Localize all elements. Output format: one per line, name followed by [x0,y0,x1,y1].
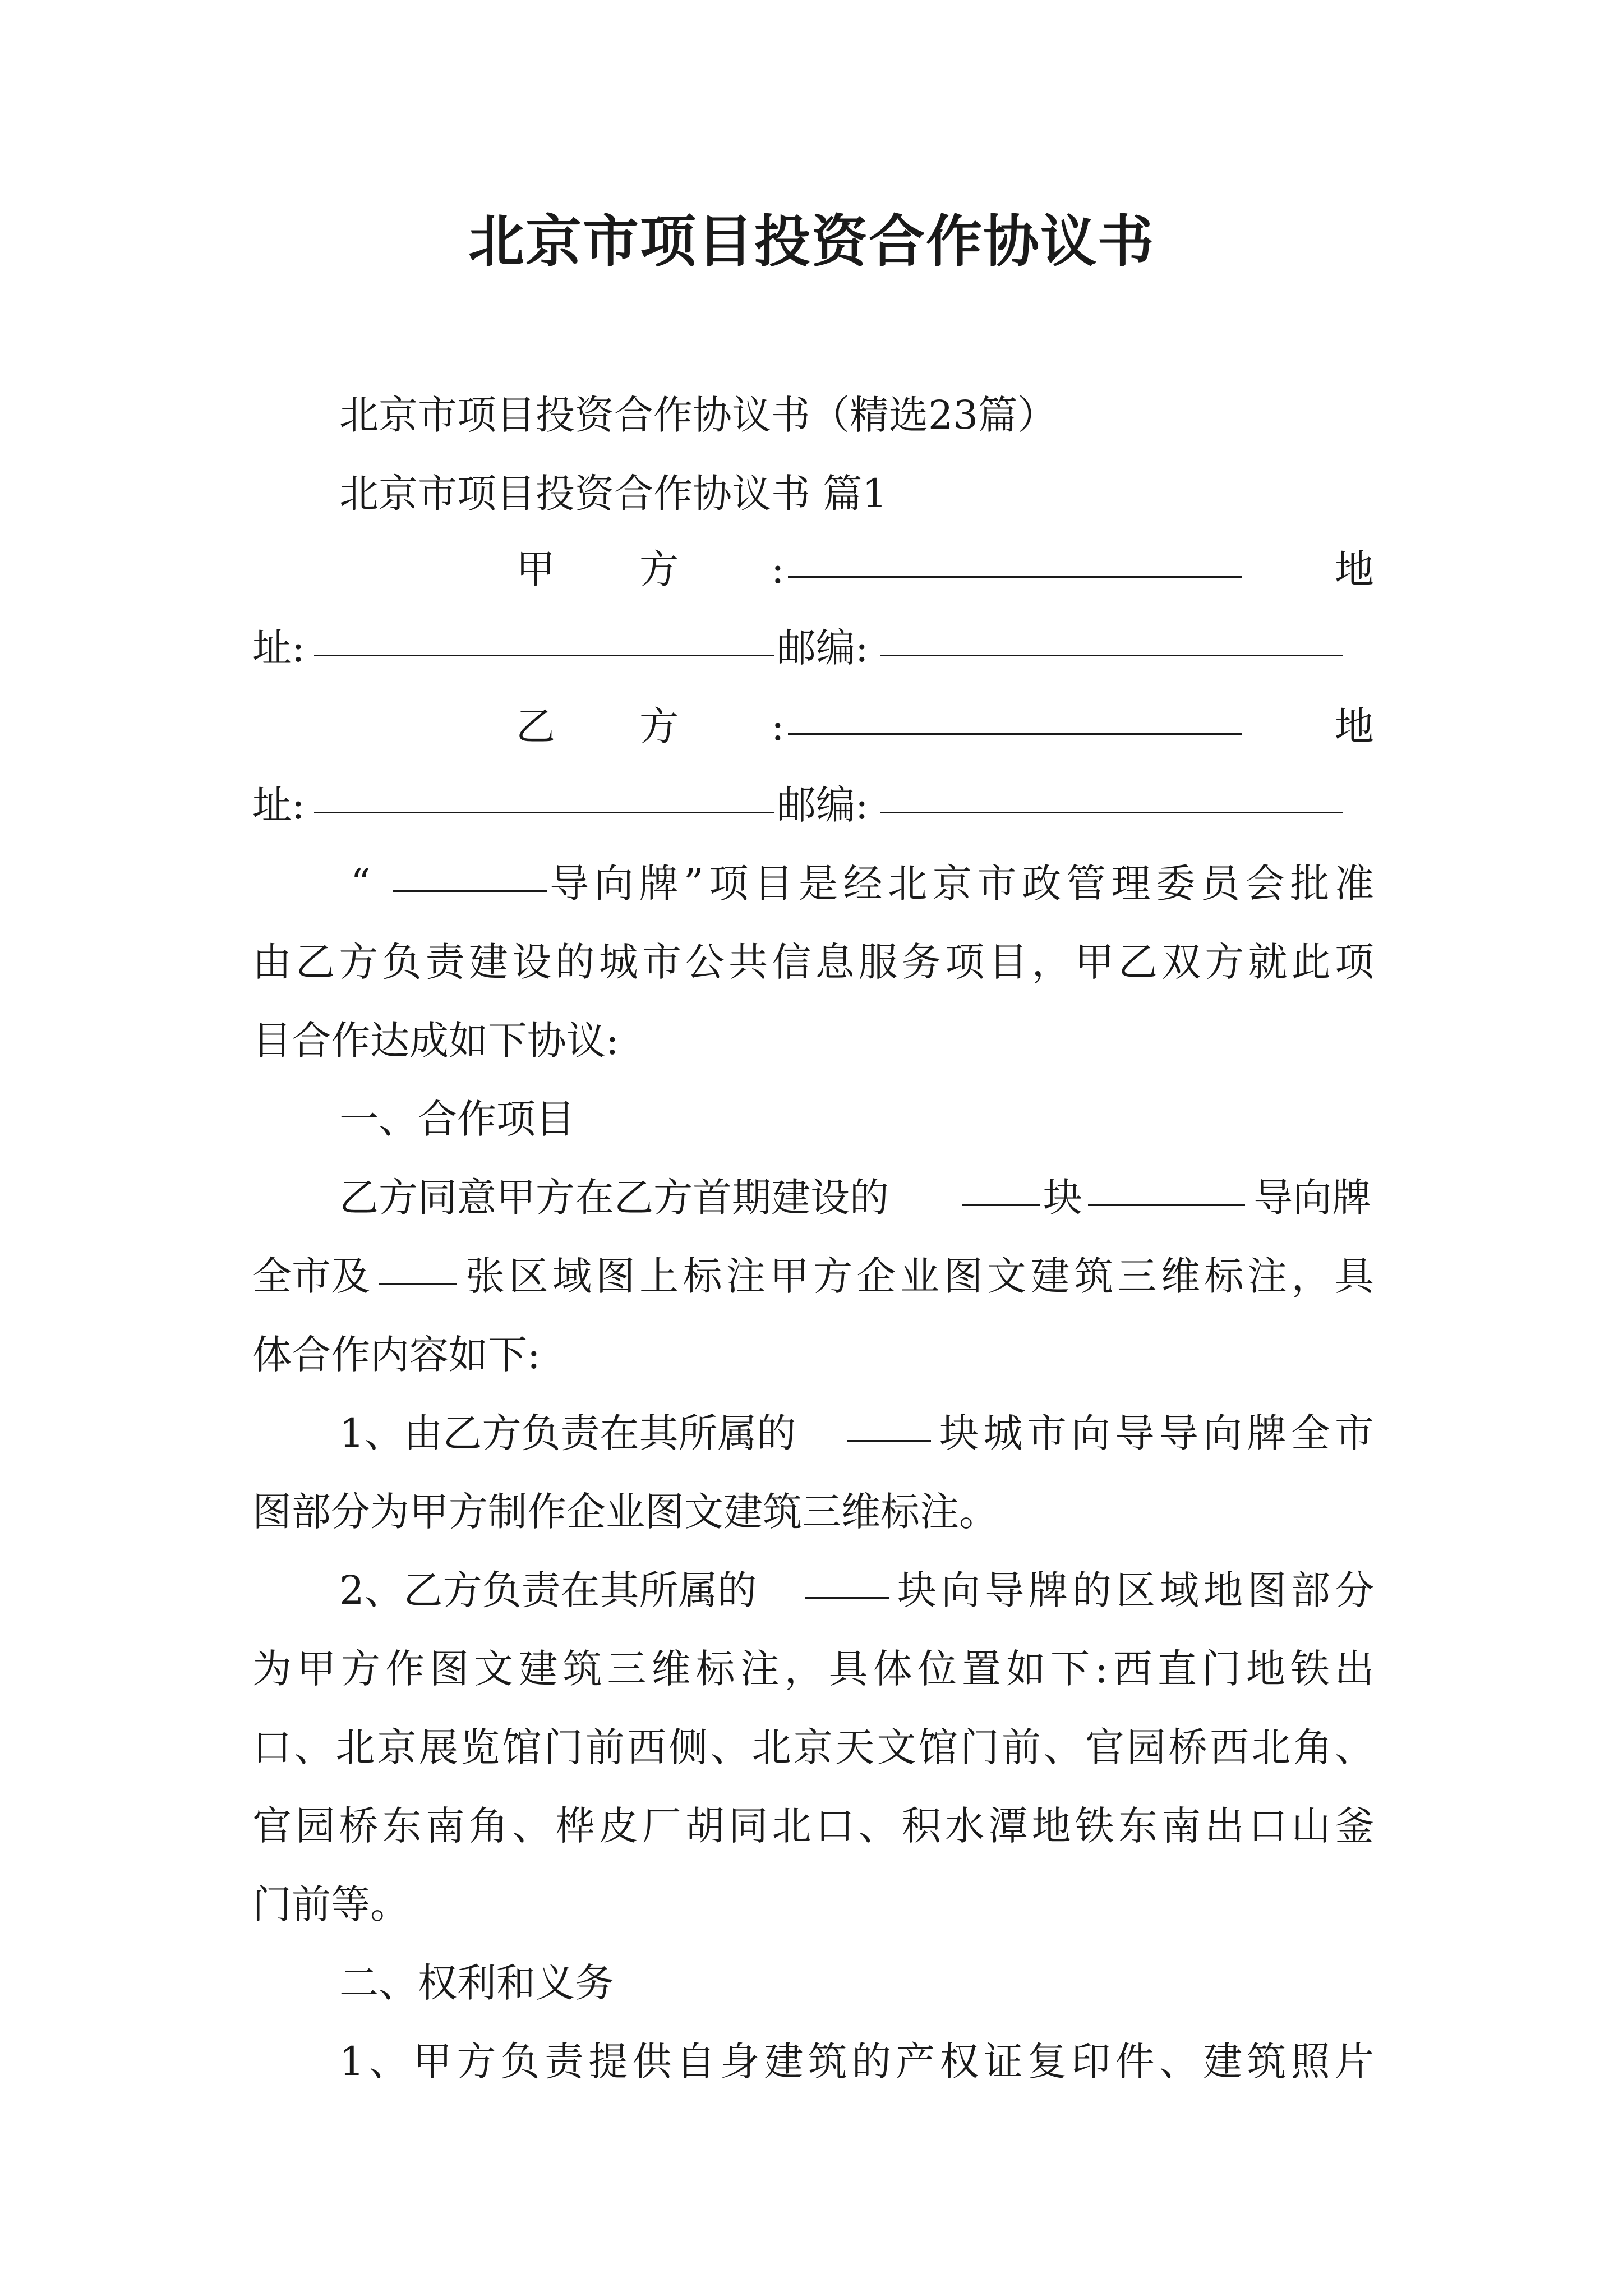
item2-line-1-text-a: 2、乙方负责在其所属的 [339,1567,757,1613]
rights-line-1: 1、甲方负责提供自身建筑的产权证复印件、建筑照片 [339,2039,1374,2085]
item1-count-blank [847,1405,931,1442]
item2-count-blank [805,1562,889,1599]
party-b-label-char1: 乙 [516,703,555,749]
heading-cooperation-project: 一、合作项目 [339,1096,575,1142]
party-a-postcode-label: 邮编: [777,625,869,671]
p1-line-2-text-b: 张区域图上标注甲方企业图文建筑三维标注，具 [465,1253,1374,1299]
intro-open-quote: “ [351,861,371,907]
party-a-name-blank [788,541,1242,578]
item1-line-2: 图部分为甲方制作企业图文建筑三维标注。 [252,1489,998,1535]
p1-line-1-text-c: 导向牌 [1253,1175,1371,1221]
party-b-name-blank [788,698,1242,735]
party-b-address-label-tail: 地 [1335,703,1374,749]
party-a-address-label: 址: [252,625,305,671]
intro-line-2: 由乙方负责建设的城市公共信息服务项目，甲乙双方就此项 [252,939,1374,985]
party-a-address-label-tail: 地 [1335,546,1374,592]
item2-line-1-text-b: 块向导牌的区域地图部分 [897,1567,1374,1613]
p1-map-count-blank [379,1248,457,1285]
p1-count-blank [962,1170,1040,1206]
intro-line-3: 目合作达成如下协议: [252,1018,619,1064]
p1-line-1-text-a: 乙方同意甲方在乙方首期建设的 [339,1175,889,1221]
party-b-postcode-blank [880,777,1343,813]
party-b-postcode-label: 邮编: [777,782,869,828]
item2-line-2: 为甲方作图文建筑三维标注，具体位置如下:西直门地铁出 [252,1646,1374,1692]
party-b-address-label: 址: [252,782,305,828]
party-a-address-blank [314,620,774,656]
p1-line-1-text-b: 块 [1043,1175,1082,1221]
item2-line-5: 门前等。 [252,1881,409,1927]
p1-sign-blank [1088,1170,1245,1206]
party-a-label-char1: 甲 [516,546,555,592]
section-heading: 北京市项目投资合作协议书 篇1 [339,471,887,517]
item2-line-4: 官园桥东南角、桦皮厂胡同北口、积水潭地铁东南出口山釜 [252,1803,1374,1849]
item1-line-1-text-a: 1、由乙方负责在其所属的 [339,1410,796,1456]
p1-line-3: 体合作内容如下: [252,1332,541,1378]
party-a-colon: : [771,546,785,592]
party-a-postcode-blank [880,620,1343,656]
document-title: 北京市项目投资合作协议书 [468,208,1155,274]
party-a-label-char2: 方 [639,546,679,592]
party-b-address-blank [314,777,774,813]
intro-sign-name-blank [393,855,547,892]
document-subtitle: 北京市项目投资合作协议书（精选23篇） [339,392,1057,438]
item1-line-1-text-b: 块城市向导导向牌全市 [939,1410,1374,1456]
item2-line-3: 口、北京展览馆门前西侧、北京天文馆门前、官园桥西北角、 [252,1724,1374,1770]
p1-line-2-text-a: 全市及 [252,1253,370,1299]
party-b-label-char2: 方 [639,703,679,749]
heading-rights-obligations: 二、权利和义务 [339,1960,614,2006]
party-b-colon: : [771,703,785,749]
intro-line-1-text: 导向牌”项目是经北京市政管理委员会批准 [550,861,1374,907]
